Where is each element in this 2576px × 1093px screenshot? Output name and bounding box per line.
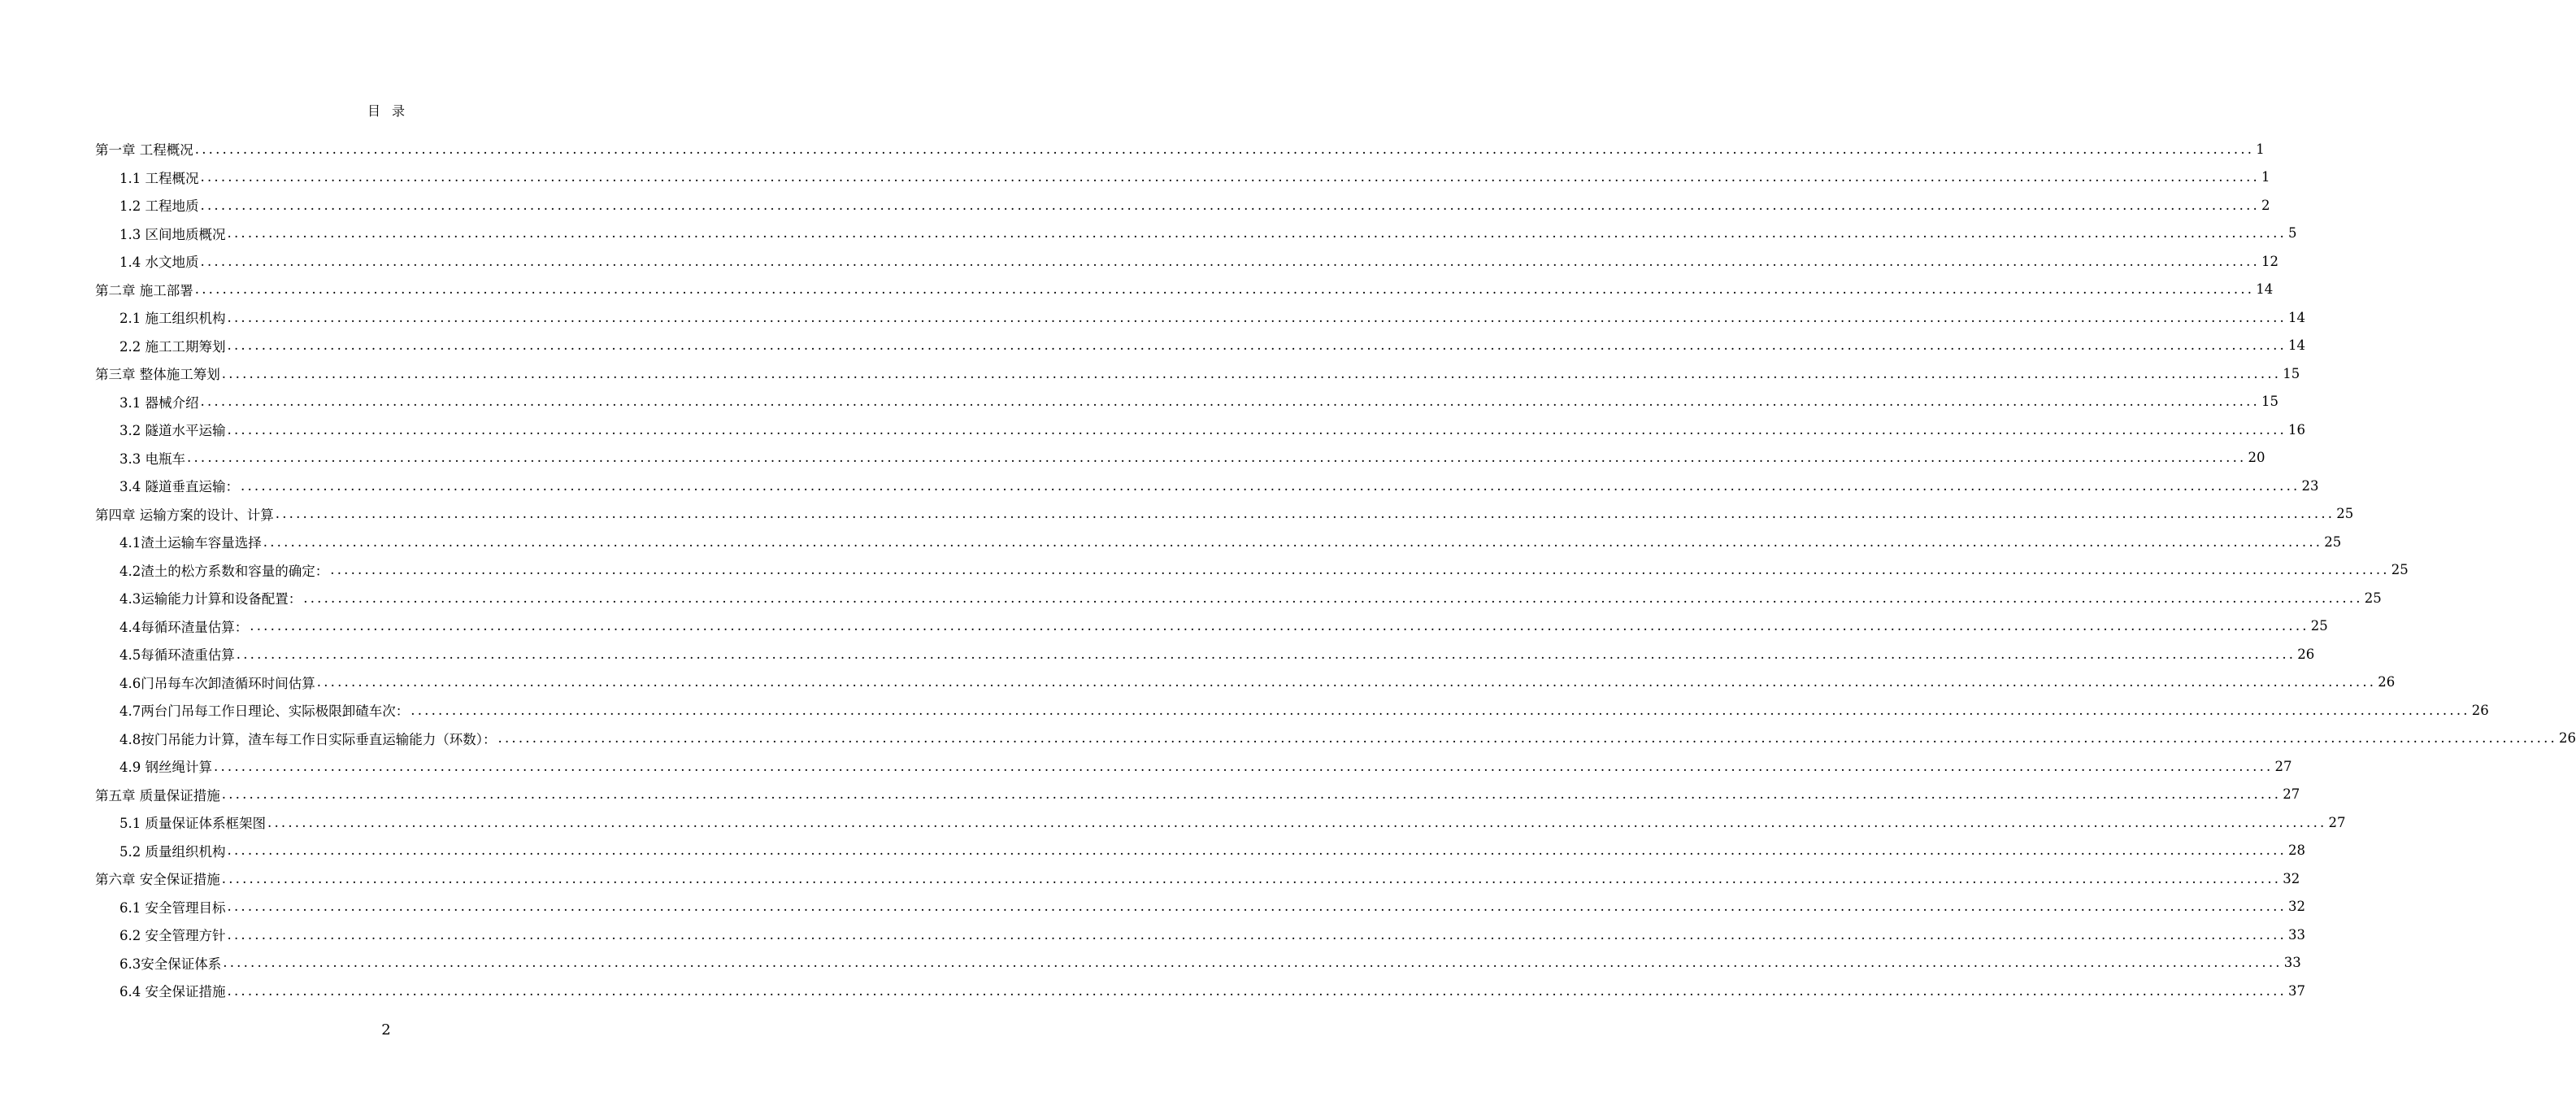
toc-entry[interactable] [95, 584, 2382, 612]
toc-entry-page: 25 [2391, 562, 2409, 578]
toc-entry[interactable] [95, 556, 2409, 585]
toc-entry-label: 6.3安全保证体系 [119, 956, 222, 972]
toc-entry[interactable] [95, 359, 2300, 388]
toc-entry[interactable] [95, 163, 2270, 192]
toc-entry[interactable] [95, 696, 2489, 725]
toc-entry[interactable] [95, 640, 2315, 668]
toc-entry[interactable] [95, 472, 2319, 500]
toc-dot-leader: ............................................................................................................................................................................................................................................................................................................ [227, 843, 2287, 859]
toc-entry-page: 33 [2283, 955, 2301, 971]
toc-entry[interactable] [95, 612, 2328, 641]
toc-dot-leader: ............................................................................................................................................................................................................................................................................................................ [316, 674, 2377, 690]
toc-entry-page: 25 [2364, 590, 2382, 606]
toc-dot-leader: ............................................................................................................................................................................................................................................................................................................ [200, 394, 2260, 410]
toc-entry-label: 4.9 钢丝绳计算 [119, 760, 212, 776]
toc-entry-label: 6.1 安全管理目标 [119, 899, 226, 916]
toc-entry-page: 32 [2287, 899, 2305, 915]
toc-dot-leader: ............................................................................................................................................................................................................................................................................................................ [227, 337, 2287, 354]
toc-entry-label: 第四章 运输方案的设计、计算 [95, 507, 274, 523]
table-of-contents [95, 135, 2576, 1005]
toc-dot-leader: ............................................................................................................................................................................................................................................................................................................ [267, 814, 2327, 830]
toc-entry-label: 第二章 施工部署 [95, 282, 193, 298]
toc-entry-page: 26 [2297, 646, 2315, 662]
toc-entry-page: 37 [2287, 982, 2305, 999]
toc-dot-leader: ............................................................................................................................................................................................................................................................................................................ [497, 730, 2557, 747]
toc-dot-leader: ............................................................................................................................................................................................................................................................................................................ [221, 870, 2282, 886]
toc-entry-label: 2.2 施工工期筹划 [119, 338, 226, 355]
toc-entry-page: 25 [2324, 533, 2342, 550]
toc-dot-leader: ............................................................................................................................................................................................................................................................................................................ [221, 365, 2282, 381]
toc-entry-page: 26 [2558, 730, 2576, 747]
toc-entry[interactable] [95, 220, 2297, 248]
toc-entry[interactable] [95, 247, 2278, 276]
page-title: 目录 [367, 103, 416, 119]
toc-dot-leader: ............................................................................................................................................................................................................................................................................................................ [330, 562, 2390, 578]
toc-entry-page: 27 [2283, 786, 2300, 803]
toc-entry[interactable] [95, 752, 2292, 781]
toc-entry-page: 20 [2248, 450, 2265, 466]
toc-entry-page: 25 [2336, 506, 2354, 522]
toc-dot-leader: ............................................................................................................................................................................................................................................................................................................ [227, 982, 2287, 999]
toc-entry-label: 5.1 质量保证体系框架图 [119, 816, 266, 832]
toc-entry-label: 5.2 质量组织机构 [119, 843, 226, 860]
toc-entry-label: 4.6门吊每车次卸渣循环时间估算 [119, 675, 315, 691]
toc-entry-page: 14 [2256, 281, 2274, 298]
toc-entry[interactable] [95, 388, 2278, 416]
toc-entry[interactable] [95, 416, 2305, 444]
toc-entry-page: 14 [2287, 337, 2305, 354]
toc-dot-leader: ............................................................................................................................................................................................................................................................................................................ [227, 926, 2287, 943]
toc-entry-label: 4.4每循环渣量估算： [119, 619, 249, 635]
toc-dot-leader: ............................................................................................................................................................................................................................................................................................................ [227, 899, 2287, 915]
toc-dot-leader: ............................................................................................................................................................................................................................................................................................................ [200, 169, 2260, 185]
toc-dot-leader: ............................................................................................................................................................................................................................................................................................................ [194, 141, 2255, 157]
toc-dot-leader: ............................................................................................................................................................................................................................................................................................................ [275, 506, 2335, 522]
toc-dot-leader: ............................................................................................................................................................................................................................................................................................................ [223, 955, 2283, 971]
toc-entry-label: 第六章 安全保证措施 [95, 872, 220, 888]
toc-entry[interactable] [95, 191, 2270, 220]
toc-entry[interactable] [95, 837, 2305, 865]
toc-entry-page: 12 [2261, 253, 2278, 269]
toc-entry-page: 1 [2256, 141, 2265, 157]
toc-entry[interactable] [95, 977, 2305, 1005]
toc-dot-leader: ............................................................................................................................................................................................................................................................................................................ [303, 590, 2363, 606]
toc-entry-label: 4.8按门吊能力计算，渣车每工作日实际垂直运输能力（环数）： [119, 731, 497, 747]
toc-dot-leader: ............................................................................................................................................................................................................................................................................................................ [187, 450, 2247, 466]
toc-entry-label: 4.3运输能力计算和设备配置： [119, 591, 302, 607]
toc-entry-label: 3.1 器械介绍 [119, 394, 199, 411]
toc-entry-page: 23 [2301, 477, 2319, 494]
toc-entry[interactable] [95, 135, 2265, 163]
toc-entry-label: 4.7两台门吊每工作日理论、实际极限卸碴车次： [119, 703, 410, 720]
toc-entry-page: 33 [2287, 926, 2305, 943]
toc-entry[interactable] [95, 276, 2274, 304]
toc-entry[interactable] [95, 725, 2576, 753]
toc-dot-leader: ............................................................................................................................................................................................................................................................................................................ [200, 197, 2260, 213]
toc-entry-page: 27 [2274, 758, 2292, 774]
toc-dot-leader: ............................................................................................................................................................................................................................................................................................................ [241, 477, 2300, 494]
toc-entry-page: 32 [2283, 870, 2300, 886]
page-number: 2 [381, 1021, 391, 1039]
toc-dot-leader: ............................................................................................................................................................................................................................................................................................................ [194, 281, 2255, 298]
toc-entry-label: 第一章 工程概况 [95, 142, 193, 159]
toc-dot-leader: ............................................................................................................................................................................................................................................................................................................ [227, 421, 2287, 438]
toc-entry-page: 28 [2287, 843, 2305, 859]
toc-entry-label: 4.5每循环渣重估算 [119, 647, 235, 664]
toc-entry[interactable] [95, 781, 2300, 809]
toc-entry-label: 6.2 安全管理方针 [119, 928, 226, 944]
toc-entry-page: 1 [2261, 169, 2270, 185]
toc-entry-page: 15 [2283, 365, 2300, 381]
toc-entry-label: 1.3 区间地质概况 [119, 226, 226, 242]
toc-entry-label: 3.2 隧道水平运输 [119, 423, 226, 439]
toc-entry-page: 27 [2328, 814, 2346, 830]
toc-entry[interactable] [95, 500, 2354, 529]
toc-entry-label: 1.1 工程概况 [119, 170, 199, 186]
toc-entry-page: 16 [2287, 421, 2305, 438]
toc-entry[interactable] [95, 893, 2305, 921]
toc-entry-label: 第三章 整体施工筹划 [95, 367, 220, 383]
toc-entry[interactable] [95, 949, 2301, 978]
toc-entry[interactable] [95, 303, 2305, 332]
toc-entry-label: 3.4 隧道垂直运输： [119, 479, 239, 495]
toc-entry-page: 25 [2310, 618, 2328, 634]
toc-entry[interactable] [95, 921, 2305, 949]
toc-entry[interactable] [95, 864, 2300, 893]
toc-dot-leader: ............................................................................................................................................................................................................................................................................................................ [411, 702, 2470, 718]
toc-entry-label: 第五章 质量保证措施 [95, 787, 220, 803]
toc-dot-leader: ............................................................................................................................................................................................................................................................................................................ [200, 253, 2260, 269]
toc-entry[interactable] [95, 668, 2396, 697]
toc-entry-page: 15 [2261, 394, 2278, 410]
toc-dot-leader: ............................................................................................................................................................................................................................................................................................................ [227, 309, 2287, 325]
toc-dot-leader: ............................................................................................................................................................................................................................................................................................................ [250, 618, 2309, 634]
toc-entry-page: 2 [2261, 197, 2270, 213]
toc-entry-page: 5 [2287, 225, 2297, 242]
toc-entry[interactable] [95, 444, 2265, 472]
toc-entry[interactable] [95, 808, 2346, 837]
toc-dot-leader: ............................................................................................................................................................................................................................................................................................................ [263, 533, 2323, 550]
toc-entry-page: 26 [2471, 702, 2489, 718]
toc-entry-label: 3.3 电瓶车 [119, 451, 185, 467]
toc-entry-label: 1.4 水文地质 [119, 255, 199, 271]
toc-entry-label: 1.2 工程地质 [119, 198, 199, 215]
toc-entry-label: 2.1 施工组织机构 [119, 311, 226, 327]
toc-entry-label: 6.4 安全保证措施 [119, 984, 226, 1000]
toc-entry[interactable] [95, 528, 2342, 556]
toc-entry-page: 26 [2378, 674, 2396, 690]
toc-entry-label: 4.1渣土运输车容量选择 [119, 535, 262, 551]
toc-dot-leader: ............................................................................................................................................................................................................................................................................................................ [227, 225, 2287, 242]
toc-entry-label: 4.2渣土的松方系数和容量的确定： [119, 563, 329, 579]
toc-dot-leader: ............................................................................................................................................................................................................................................................................................................ [236, 646, 2296, 662]
toc-dot-leader: ............................................................................................................................................................................................................................................................................................................ [221, 786, 2282, 803]
toc-entry[interactable] [95, 332, 2305, 360]
toc-entry-page: 14 [2287, 309, 2305, 325]
toc-dot-leader: ............................................................................................................................................................................................................................................................................................................ [214, 758, 2274, 774]
